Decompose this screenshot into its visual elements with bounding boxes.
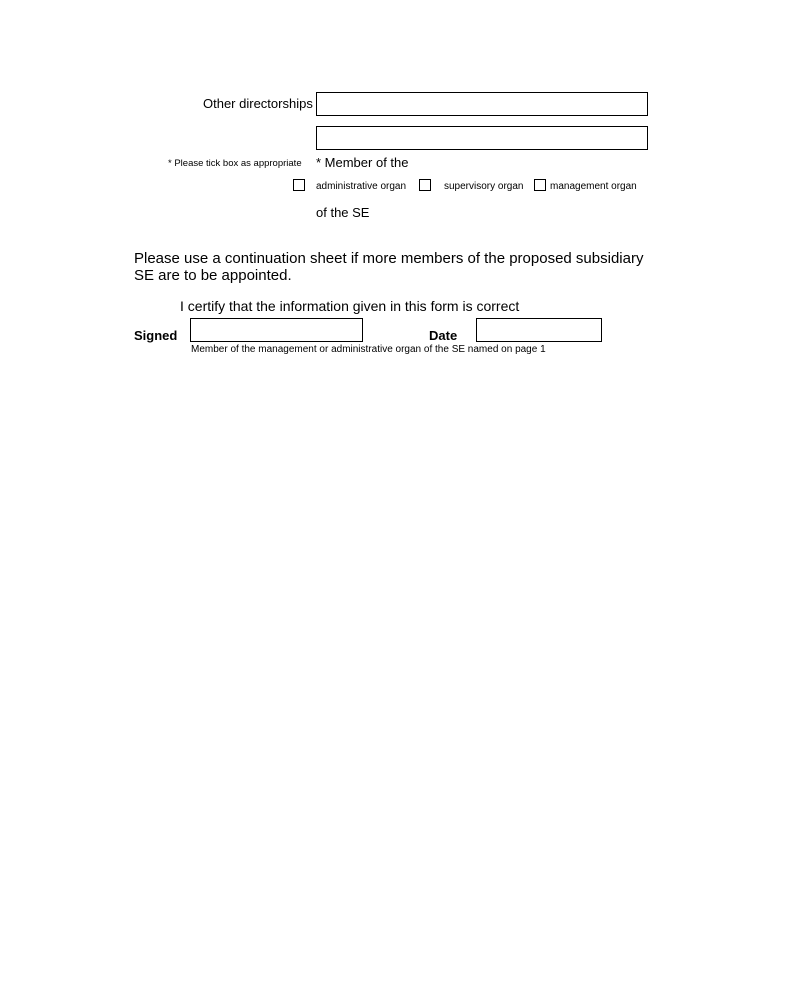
other-directorships-input-2[interactable] [316,126,648,150]
other-directorships-input-1[interactable] [316,92,648,116]
member-of-label: * Member of the [316,155,409,170]
signer-note: Member of the management or administrative organ of the SE named on page 1 [191,344,546,355]
tick-box-note: * Please tick box as appropriate [168,158,302,169]
date-field[interactable] [476,318,602,342]
supervisory-organ-checkbox[interactable] [419,179,431,191]
continuation-note: Please use a continuation sheet if more members of the proposed subsidiary SE are to be appointed. [134,250,644,284]
date-label: Date [429,328,458,343]
management-organ-label: management organ [550,181,637,192]
of-the-se-label: of the SE [316,205,370,220]
certification-statement: I certify that the information given in this form is correct [180,298,520,314]
supervisory-organ-label: supervisory organ [444,181,524,192]
signature-field[interactable] [190,318,363,342]
signed-label: Signed [134,328,178,343]
administrative-organ-label: administrative organ [316,181,407,192]
other-directorships-label: Other directorships [203,96,313,111]
administrative-organ-checkbox[interactable] [293,179,305,191]
management-organ-checkbox[interactable] [534,179,546,191]
